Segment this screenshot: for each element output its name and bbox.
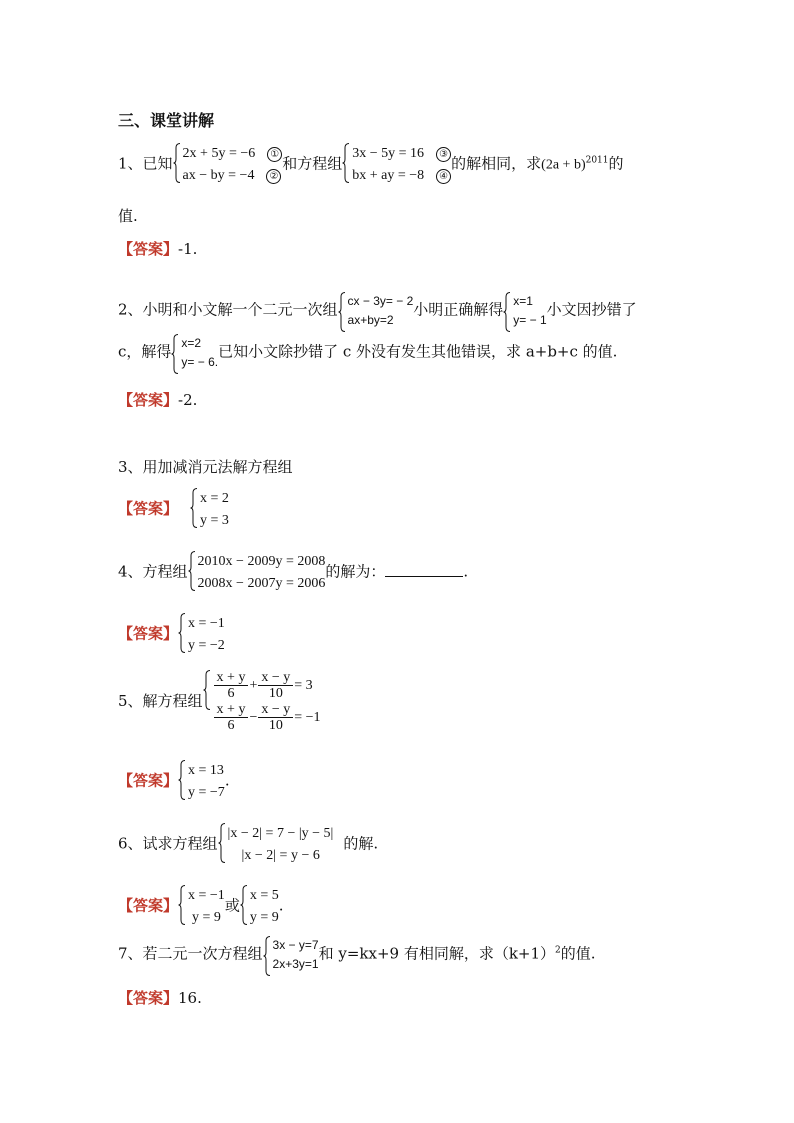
question-2: 2、小明和小文解一个二元一次组 cx − 3y= − 2 ax+by=2 小明正确解得 x=1 y= − 1 小文因抄错了 xyxy=(118,292,637,329)
q2-system-1: cx − 3y= − 2 ax+by=2 xyxy=(338,292,414,329)
q1-line-2: 值. xyxy=(118,207,138,225)
question-4: 4、方程组 2010x − 2009y = 2008 2008x − 2007y = 2006 的解为： . xyxy=(118,551,468,594)
q6-system: |x − 2| = 7 − |y − 5| |x − 2| = y − 6 xyxy=(218,823,334,866)
brace-icon xyxy=(190,488,198,528)
q1-system-2: 3x − 5y = 16 ③ bx + ay = −8 ④ xyxy=(342,143,451,186)
q6-answer-system-2: x = 5 y = 9 xyxy=(240,885,279,928)
answer-label: 【答案】 xyxy=(118,624,179,643)
q5-answer: 【答案】 x = 13 y = −7 . xyxy=(118,760,230,803)
brace-icon xyxy=(203,670,211,710)
brace-icon xyxy=(218,823,226,863)
section-title: 三、课堂讲解 xyxy=(118,111,215,130)
q2-answer: 【答案】-2. xyxy=(118,391,198,409)
answer-label: 【答案】 xyxy=(118,771,179,790)
q1-prefix: 1、已知 xyxy=(118,154,173,173)
q1-mid: 和方程组 xyxy=(282,154,343,173)
question-6: 6、试求方程组 |x − 2| = 7 − |y − 5| |x − 2| = y − 6 的解. xyxy=(118,823,378,866)
question-1: 1、已知 2x + 5y = −6 ① ax − by = −4 ② 和方程组 3x − 5y = 16 ③ bx + ay = −8 ④ 的解相同，求$(2a + b)^{2011}$的 xyxy=(118,143,624,186)
brace-icon xyxy=(503,292,511,332)
q4-system: 2010x − 2009y = 2008 2008x − 2007y = 2006 xyxy=(188,551,326,594)
brace-icon xyxy=(178,760,186,800)
q2-system-3: x=2 y= − 6. xyxy=(171,334,218,371)
q7-answer: 【答案】16. xyxy=(118,989,202,1007)
q1-system-1: 2x + 5y = −6 ① ax − by = −4 ② xyxy=(173,143,283,186)
brace-icon xyxy=(178,613,186,653)
brace-icon xyxy=(188,551,196,591)
question-7: 7、若二元一次方程组 3x − y=7 2x+3y=1 和 y=kx+9 有相同解，求$(k+1)^2$的值. xyxy=(118,936,596,973)
brace-icon xyxy=(240,885,248,925)
brace-icon xyxy=(173,143,181,183)
brace-icon xyxy=(338,292,346,332)
q3-answer-system: x = 2 y = 3 xyxy=(190,488,229,531)
answer-label: 【答案】 xyxy=(118,391,179,409)
q6-answer-system-1: x = −1 y = 9 xyxy=(178,885,225,928)
q7-system: 3x − y=7 2x+3y=1 xyxy=(263,936,319,973)
q4-answer xyxy=(118,613,225,656)
answer-label: 【答案】 xyxy=(118,989,179,1007)
brace-icon xyxy=(342,143,350,183)
brace-icon xyxy=(178,885,186,925)
question-5: 5、解方程组 $\frac{x + y}{6}$ + $\frac{x - y}{10}$ = 3 $\frac{x + y}{6}$ − $\frac{x - y}{10}$ = −1 xyxy=(118,670,321,734)
answer-blank[interactable] xyxy=(385,564,463,577)
answer-label: 【答案】 xyxy=(118,499,179,518)
q5-answer-system: x = 13 y = −7 xyxy=(178,760,225,803)
question-3: 3、用加减消元法解方程组 xyxy=(118,458,293,476)
brace-icon xyxy=(171,334,179,374)
q3-answer xyxy=(118,488,229,531)
q2-system-2: x=1 y= − 1 xyxy=(503,292,546,329)
q5-system: $\frac{x + y}{6}$ + $\frac{x - y}{10}$ = 3 $\frac{x + y}{6}$ − $\frac{x - y}{10}$ = −1 xyxy=(203,670,321,734)
q6-answer: 【答案】 x = −1 y = 9 或 x = 5 y = 9 . xyxy=(118,885,284,928)
q2-line-2: c，解得 x=2 y= − 6. 已知小文除抄错了 c 外没有发生其他错误，求 a+b+c 的值. xyxy=(118,334,617,371)
answer-label: 【答案】 xyxy=(118,240,179,258)
brace-icon xyxy=(263,936,271,976)
q4-answer-system: x = −1 y = −2 xyxy=(178,613,225,656)
answer-label: 【答案】 xyxy=(118,896,179,915)
q1-answer: 【答案】-1. xyxy=(118,240,198,258)
